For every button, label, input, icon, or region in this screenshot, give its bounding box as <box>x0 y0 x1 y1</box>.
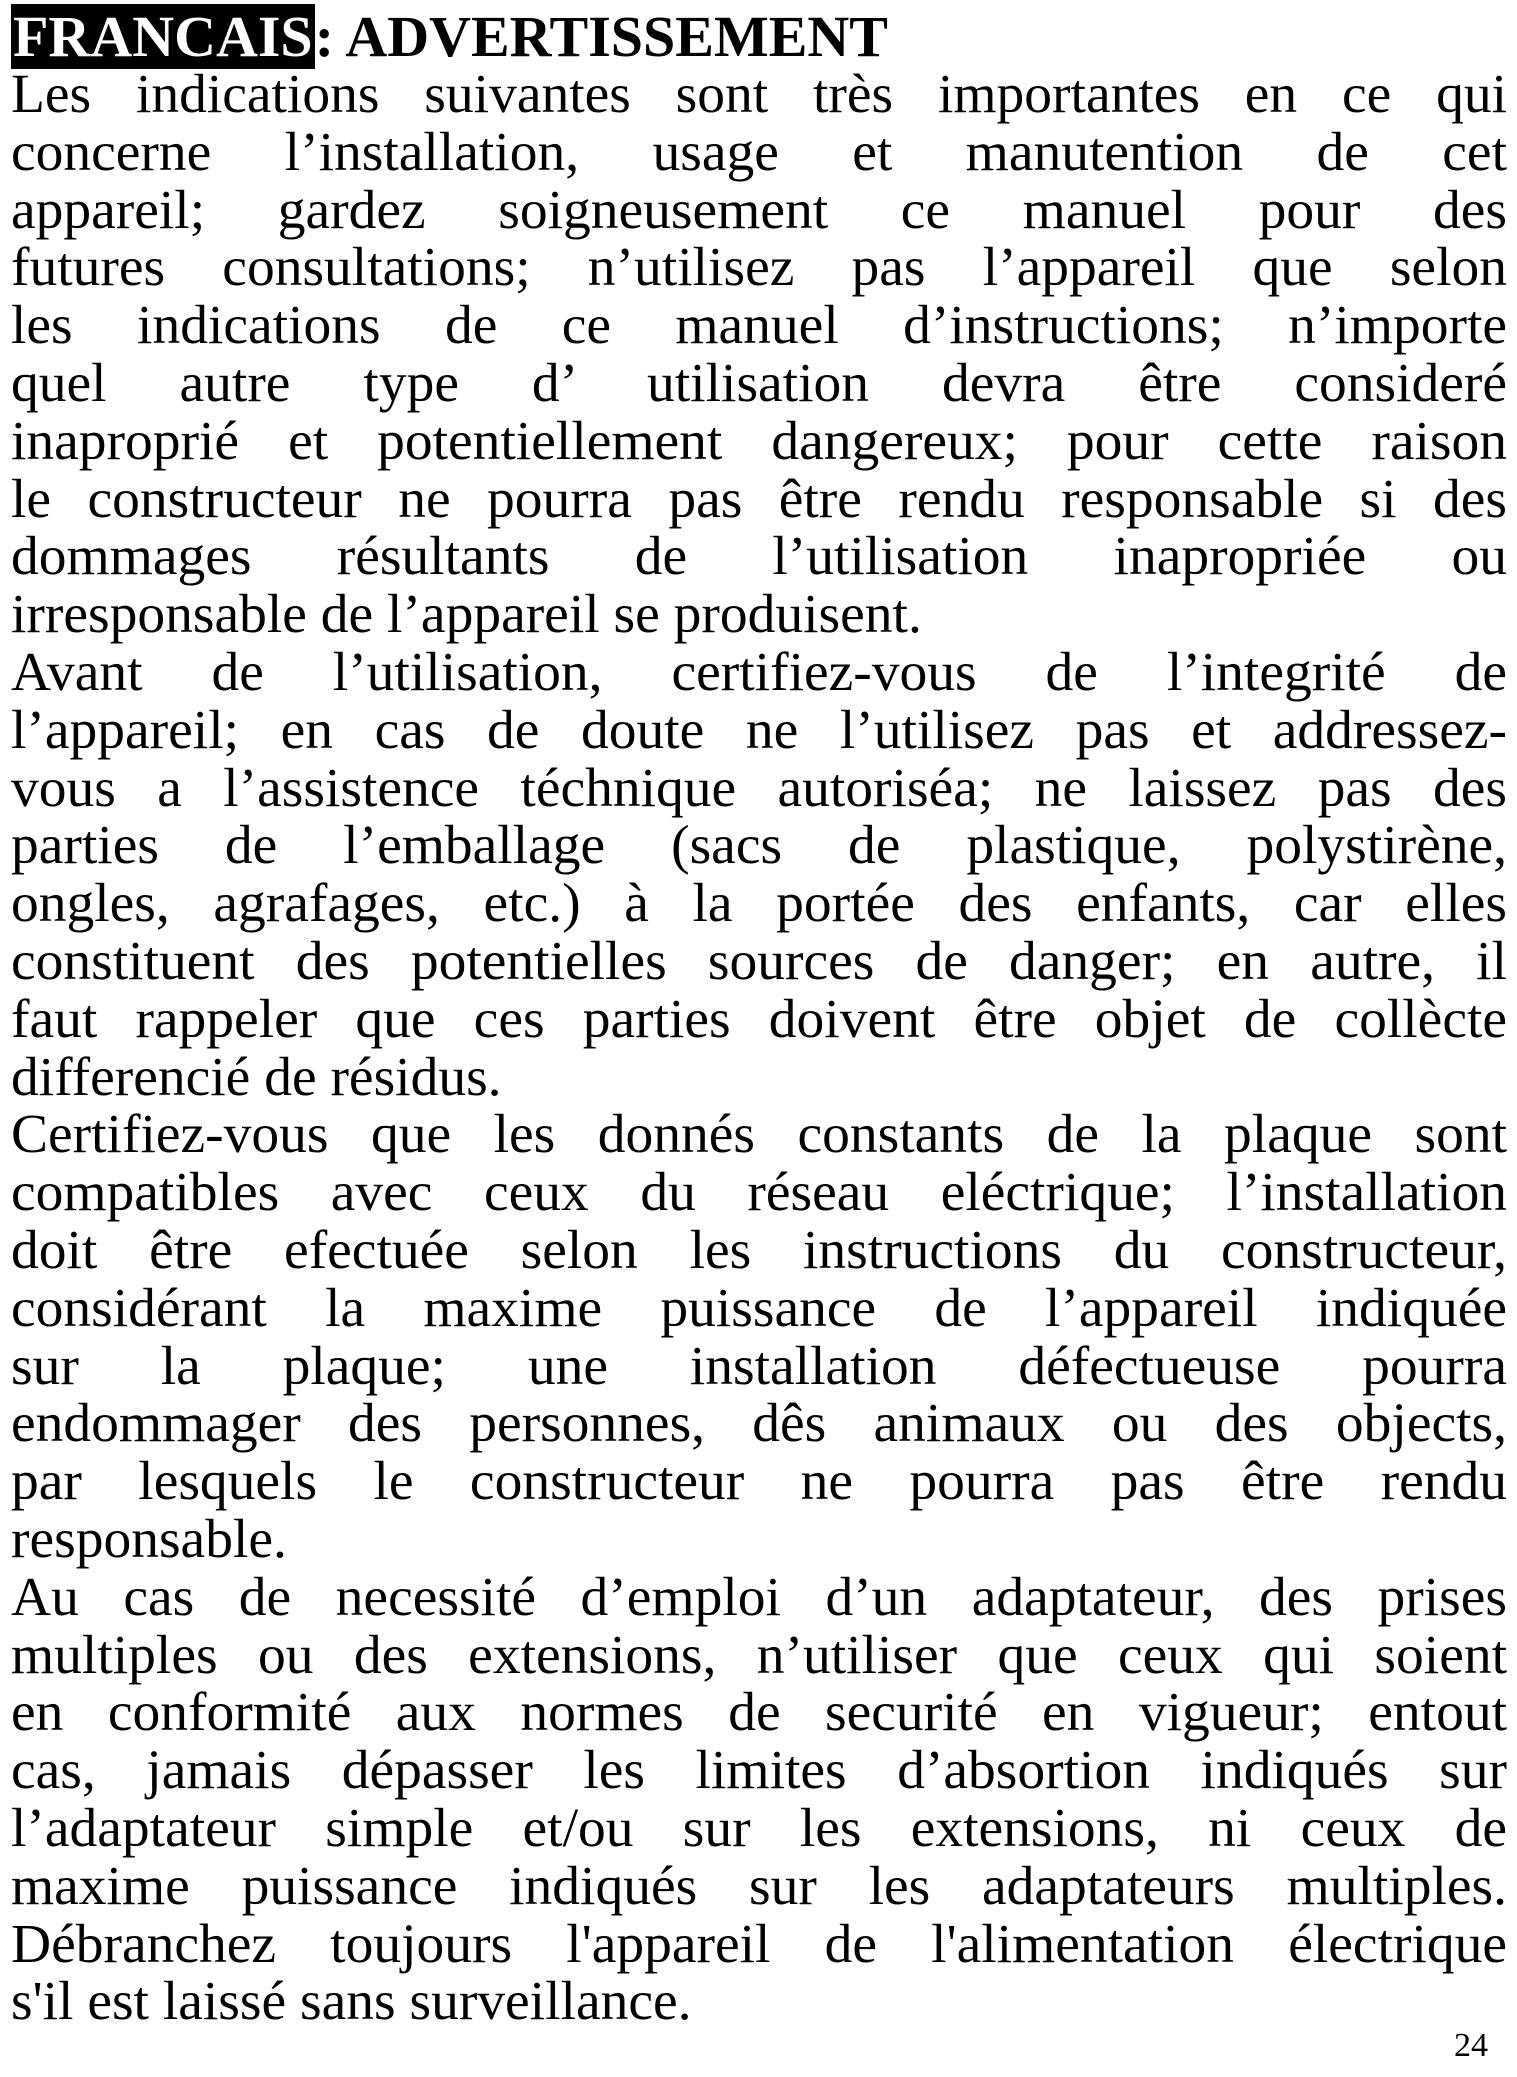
text-line: parties de l’emballage (sacs de plastique, polystirène, <box>11 815 1507 877</box>
text-line: s'il est laissé sans surveillance. <box>11 1971 692 2033</box>
text-line: les indications de ce manuel d’instructions; n’importe <box>11 295 1507 357</box>
text-line: concerne l’installation, usage et manutention de cet <box>11 121 1507 183</box>
text-line: cas, jamais dépasser les limites d’absortion indiqués sur <box>11 1740 1507 1802</box>
section-heading <box>11 4 1507 69</box>
heading-separator: : <box>314 4 346 69</box>
text-line: en conformité aux normes de securité en vigueur; entout <box>11 1682 1507 1744</box>
text-line: multiples ou des extensions, n’utiliser que ceux qui soient <box>11 1624 1507 1686</box>
text-line: appareil; gardez soigneusement ce manuel pour des <box>11 179 1507 241</box>
text-line: constituent des potentielles sources de danger; en autre, il <box>11 930 1507 992</box>
text-line: Certifiez-vous que les donnés constants de la plaque sont <box>11 1104 1507 1166</box>
text-line: Au cas de necessité d’emploi d’un adaptateur, des prises <box>11 1566 1507 1628</box>
text-line: doit être efectuée selon les instructions du constructeur, <box>11 1219 1507 1281</box>
text-line: endommager des personnes, dês animaux ou des objects, <box>11 1393 1507 1455</box>
document-page <box>11 0 1507 2031</box>
text-line: differencié de résidus. <box>11 1046 502 1108</box>
text-line: l’adaptateur simple et/ou sur les extensions, ni ceux de <box>11 1797 1507 1859</box>
text-line: responsable. <box>11 1508 287 1570</box>
text-line: inaproprié et potentiellement dangereux; pour cette raison <box>11 410 1507 472</box>
text-line: sur la plaque; une installation défectueuse pourra <box>11 1335 1507 1397</box>
text-line: irresponsable de l’appareil se produisent. <box>11 584 922 646</box>
text-line: quel autre type d’ utilisation devra être consideré <box>11 352 1507 414</box>
text-line: compatibles avec ceux du réseau eléctrique; l’installation <box>11 1162 1507 1224</box>
text-line: considérant la maxime puissance de l’appareil indiquée <box>11 1277 1507 1339</box>
text-line: ongles, agrafages, etc.) à la portée des enfants, car elles <box>11 873 1507 935</box>
text-line: le constructeur ne pourra pas être rendu responsable si des <box>11 468 1507 530</box>
text-line: Les indications suivantes sont très importantes en ce qui <box>11 64 1507 125</box>
text-line: dommages résultants de l’utilisation inapropriée ou <box>11 526 1507 588</box>
warning-text <box>11 66 1507 2031</box>
language-tag: FRANCAIS <box>13 4 313 69</box>
heading-title: ADVERTISSEMENT <box>345 4 888 69</box>
text-line: maxime puissance indiqués sur les adaptateurs multiples. <box>11 1855 1507 1917</box>
page-number: 24 <box>1454 2027 1488 2064</box>
text-line: par lesquels le constructeur ne pourra pas être rendu <box>11 1451 1507 1513</box>
text-line: vous a l’assistence téchnique autoriséa; ne laissez pas des <box>11 757 1507 819</box>
text-line: faut rappeler que ces parties doivent être objet de collècte <box>11 988 1507 1050</box>
text-line: Débranchez toujours l'appareil de l'alimentation électrique <box>11 1913 1507 1975</box>
text-line: futures consultations; n’utilisez pas l’appareil que selon <box>11 237 1507 299</box>
text-line: l’appareil; en cas de doute ne l’utilisez pas et addressez- <box>11 699 1507 761</box>
text-line: Avant de l’utilisation, certifiez-vous de l’integrité de <box>11 641 1507 703</box>
